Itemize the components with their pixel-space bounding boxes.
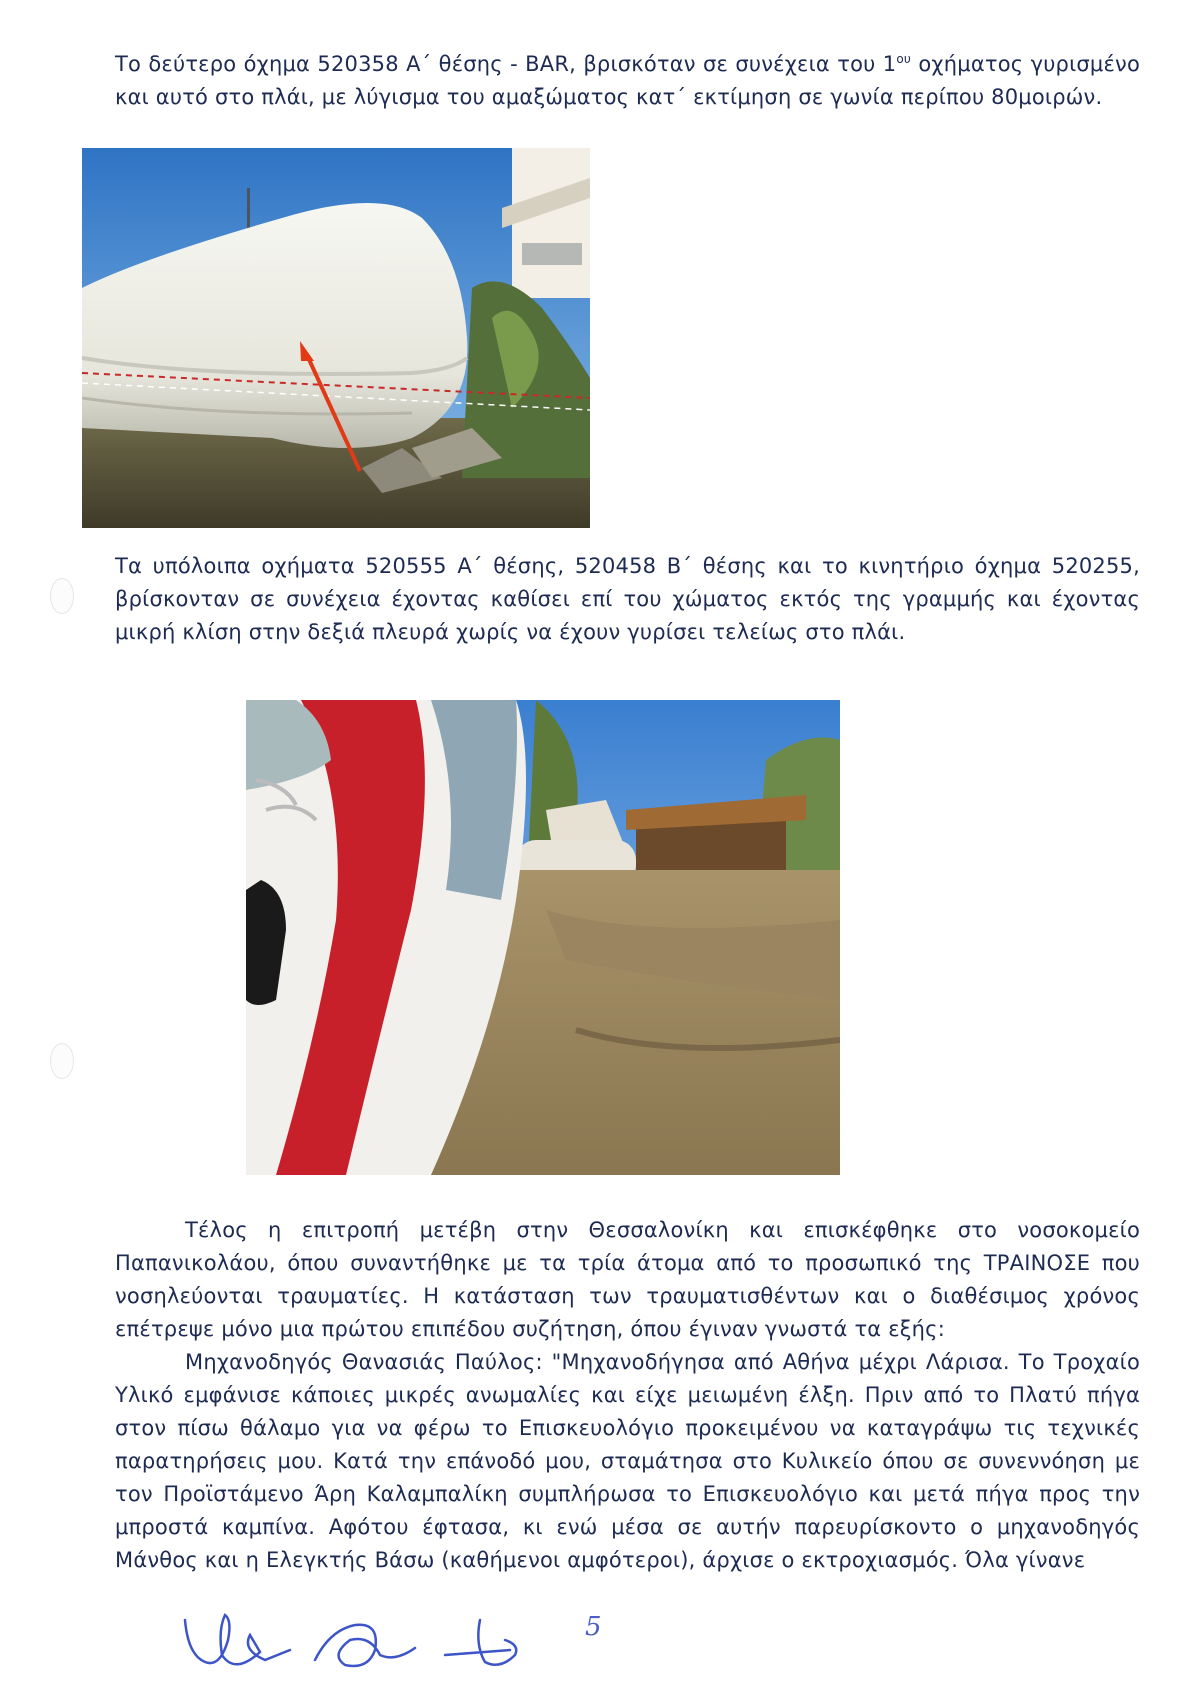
paragraph-second-vehicle: Το δεύτερο όχημα 520358 Α΄ θέσης - BAR, βρισκόταν σε συνέχεια του $1^{o\upsilon}$ οχήματος γυρισμένο και αυτό στο πλάι, με λύγισμα του αμαξώματος κατ΄ εκτίμηση σε γωνία περίπου 80μοιρών. xyxy=(115,52,1140,109)
paragraph-remaining-vehicles: Τα υπόλοιπα οχήματα 520555 Α΄ θέσης, 520458 Β΄ θέσης και το κινητήριο όχημα 520255, βρίσκονταν σε συνέχεια έχοντας καθίσει επί του χώματος εκτός της γραμμής και έχοντας μικρή κλίση στην δεξιά πλευρά χωρίς να έχουν γυρίσει τελείως στο πλάι. xyxy=(115,554,1140,644)
page-number: 5 xyxy=(585,1612,602,1642)
signatures xyxy=(180,1600,620,1680)
signature-1 xyxy=(185,1615,290,1664)
paragraph-committee-visit: Τέλος η επιτροπή μετέβη στην Θεσσαλονίκη και επισκέφθηκε στο νοσοκομείο Παπανικολάου, όπου συναντήθηκε με τα τρία άτομα από το προσωπικό της ΤΡΑΙΝΟΣΕ που νοσηλεύονται τραυματίες. Η κατάσταση των τραυματισθέντων και ο διαθέσιμος χρόνος επέτρεψε μόνο μια πρώτου επιπέδου συζήτηση, όπου έγιναν γνωστά τα εξής: xyxy=(115,1218,1140,1341)
punch-hole-bottom xyxy=(50,1043,74,1079)
signature-2 xyxy=(315,1625,415,1666)
photo-tilted-train xyxy=(246,700,840,1175)
punch-hole-top xyxy=(50,578,74,614)
paragraph-driver-statement: Μηχανοδηγός Θανασιάς Παύλος: "Μηχανοδήγησα από Αθήνα μέχρι Λάρισα. Το Τροχαίο Υλικό εμφάνισε κάποιες μικρές ανωμαλίες και είχε μειωμένη έλξη. Πριν από το Πλατύ πήγα στον πίσω θάλαμο για να φέρω το Επισκευολόγιο προκειμένου να καταγράψω τις τεχνικές παρατηρήσεις μου. Κατά την επάνοδό μου, σταμάτησα στο Κυλικείο όπου σε συνεννόηση με τον Προϊστάμενο Άρη Καλαμπαλίκη συμπλήρωσα το Επισκευολόγιο και μετά πήγα προς την μπροστά καμπίνα. Αφότου έφτασα, κι ενώ μέσα σε αυτήν παρευρίσκοντο ο μηχανοδηγός Μάνθος και η Ελεγκτής Βάσω (καθήμενοι αμφότεροι), άρχισε ο εκτροχιασμός. Όλα γίνανε xyxy=(115,1350,1140,1572)
signature-3 xyxy=(445,1620,516,1665)
photo-overturned-carriage xyxy=(82,148,590,528)
